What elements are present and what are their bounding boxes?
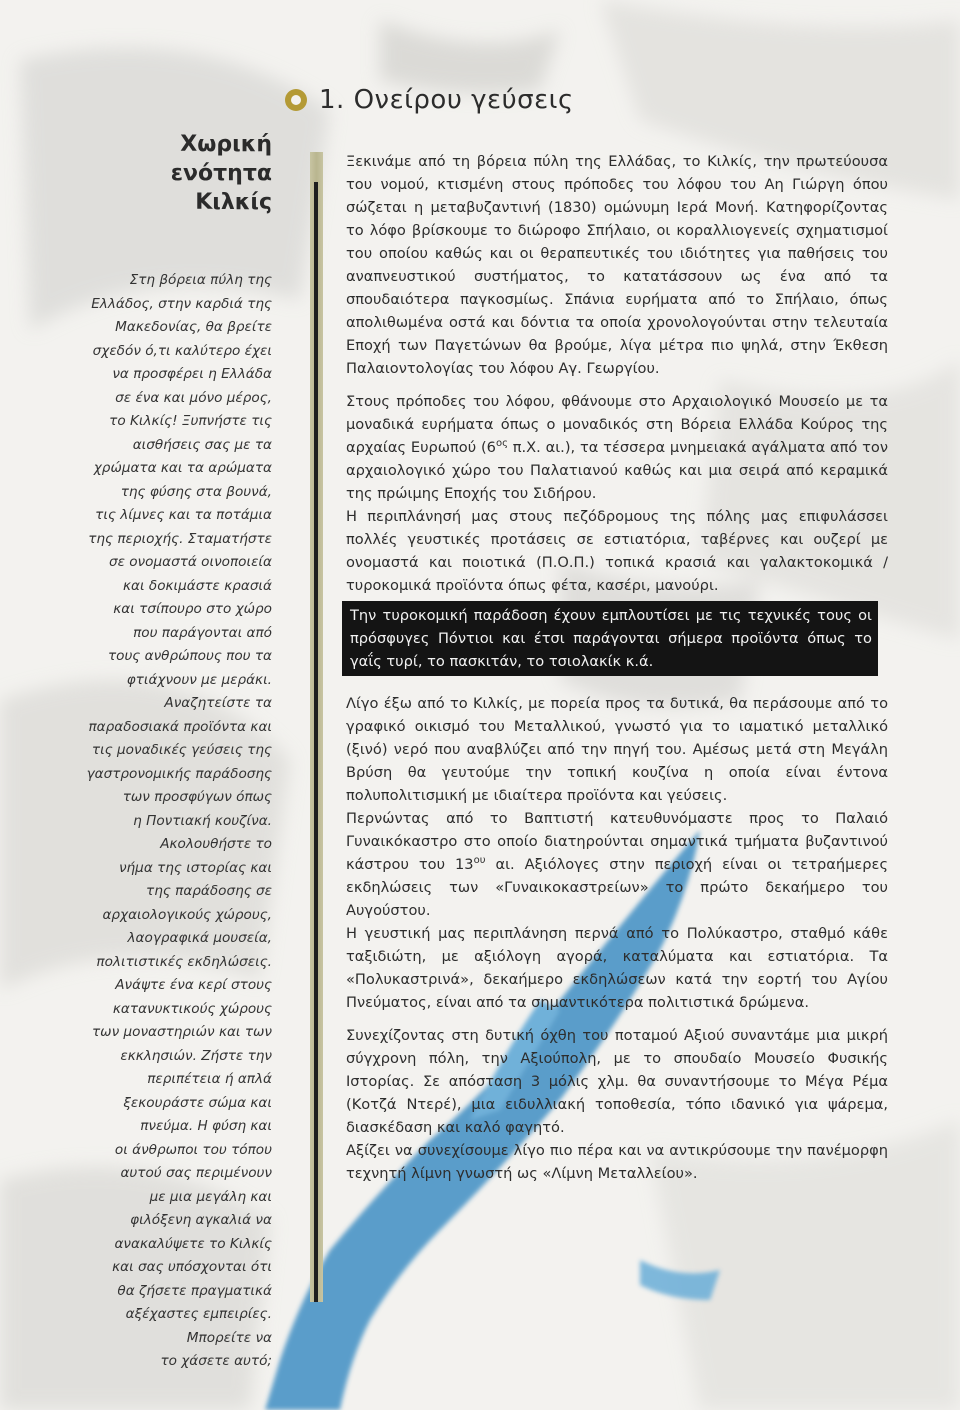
sidebar-line: φιλόξενη αγκαλιά να	[130, 1212, 272, 1228]
sidebar-line: των μοναστηριών και των	[92, 1024, 272, 1040]
sidebar-line: Στη βόρεια πύλη της	[129, 272, 272, 288]
sidebar-intro-text	[62, 269, 272, 1374]
sidebar-line: θα ζήσετε πραγματικά	[117, 1282, 272, 1299]
sidebar-line: Ακολουθήστε το	[160, 836, 272, 852]
paragraph-text: Περνώντας από το Βαπτιστή κατευθυνόμαστε προς το Παλαιό Γυναικόκαστρο στο οποίο διατηρούνται σημαντικά τμήματα βυζαντινού κάστρου του 13	[346, 810, 888, 873]
paragraph-kilkis-intro: Ξεκινάμε από τη βόρεια πύλη της Ελλάδας, το Κιλκίς, την πρωτεύουσα του νομού, κτισμένη στους πρόποδες του λόφου του Αη Γιώργη όπου σώζεται η μεταβυζαντινή (1830) ομώνυμη Ιερά Μονή. Κατηφορίζοντας το λόφο βρίσκουμε το διώροφο Σπήλαιο, οι κοραλλιογενείς σχηματισμοί του οποίου καθώς και οι θεραπευτικές του ιδιότητες για παθήσεις του αναπνευστικού συστήματος, το κατατάσσουν ως ένα από τα σπουδαιότερα παγκοσμίως. Σπάνια ευρήματα από το Σπήλαιο, όπως απολιθωμένα οστά και δόντια τα οποία χρονολογούνται στην τελευταία Εποχή των Παγετώνων θα βρούμε, λίγα μέτρα πιο ψηλά, στην Έκθεση Παλαιοντολογίας του λόφου Αγ. Γεωργίου.	[346, 153, 888, 377]
sidebar-line: περιπέτεια ή απλά	[147, 1071, 272, 1087]
section-title-text: Ονείρου γεύσεις	[353, 85, 574, 115]
sidebar-line: σε ονομαστά οινοποιεία	[108, 554, 272, 570]
sidebar-line: σε ένα και μόνο μέρος,	[115, 389, 272, 406]
highlight-cheese-tradition: Την τυροκομική παράδοση έχουν εμπλουτίσει με τις τεχνικές τους οι πρόσφυγες Πόντιοι και έτσι παράγονται σήμερα προϊόντα όπως το γαΐς τυρί, το πασκιτάν, το τσιολακίκ κ.ά.	[342, 601, 878, 676]
sidebar-line: λαογραφικά μουσεία,	[127, 930, 272, 946]
sidebar-heading	[62, 130, 272, 217]
sidebar-line: ξεκουράστε σώμα και	[123, 1094, 272, 1111]
sidebar-line: με μια μεγάλη και	[149, 1188, 272, 1205]
sidebar-line: φτιάχνουν με μεράκι.	[126, 671, 272, 688]
sidebar-line: πνεύμα. Η φύση και	[140, 1118, 272, 1134]
sidebar-line: Μακεδονίας, θα βρείτε	[115, 319, 272, 335]
sidebar-line: το Κιλκίς! Ξυπνήστε τις	[109, 413, 272, 429]
paragraph-archaeological-museum	[346, 390, 888, 505]
sidebar	[62, 130, 272, 1374]
sidebar-line: ανακαλύψετε το Κιλκίς	[114, 1235, 272, 1252]
sidebar-line: παραδοσιακά προϊόντα και	[88, 718, 272, 735]
sidebar-line: αισθήσεις σας με τα	[132, 436, 272, 453]
sidebar-heading-line: Χωρική	[180, 132, 272, 157]
sidebar-heading-line: Κιλκίς	[195, 190, 272, 215]
paragraph-axioupoli: Συνεχίζοντας στη δυτική όχθη του ποταμού Αξιού συναντάμε μια μικρή σύγχρονη πόλη, την Αξιούπολη, με το σπουδαίο Μουσείο Φυσικής Ιστορίας. Σε απόσταση 3 μόλις χλμ. θα συναντήσουμε το Μέγα Ρέμα (Κοτζά Ντερέ), μια ειδυλλιακή τοποθεσία, τόπο ιδανικό για ψάρεμα, διασκέδαση και καλό φαγητό.	[346, 1027, 888, 1136]
paragraph-pedestrian-streets: Η περιπλάνησή μας στους πεζόδρομους της πόλης μας επιφυλάσσει πολλές γευστικές προτάσεις σε εστιατόρια, ταβέρνες και ουζερί με ονομαστά και ποιοτικά (Π.Ο.Π.) τοπικά κρασιά και γαλακτοκομικά / τυροκομικά προϊόντα όπως φέτα, κασέρι, μανούρι.	[346, 508, 888, 594]
sidebar-line: της παράδοσης σε	[146, 883, 272, 899]
sidebar-line: σχεδόν ό,τι καλύτερο έχει	[92, 342, 272, 359]
sidebar-line: των προσφύγων όπως	[122, 789, 272, 805]
sidebar-line: αρχαιολογικούς χώρους,	[102, 906, 272, 923]
sidebar-line: και σας υπόσχονται ότι	[112, 1259, 272, 1275]
sidebar-line: το χάσετε αυτό;	[160, 1353, 272, 1369]
section-title	[319, 85, 574, 115]
sidebar-line: οι άνθρωποι του τόπου	[114, 1141, 272, 1158]
paragraph-gynaikokastro	[346, 807, 888, 922]
sidebar-line: Ανάψτε ένα κερί στους	[115, 977, 272, 993]
sidebar-line: γαστρονομικής παράδοσης	[86, 765, 272, 782]
superscript: ος	[495, 438, 508, 450]
paragraph-text: αι. Αξιόλογες στην περιοχή είναι οι τετραήμερες εκδηλώσεις των «Γυναικοκαστρείων» το πρώτο δεκαήμερο του Αυγούστου.	[346, 856, 889, 919]
main-article	[346, 150, 888, 1185]
sidebar-line: εκκλησιών. Ζήστε την	[120, 1047, 272, 1064]
sidebar-line: που παράγονται από	[133, 624, 272, 641]
sidebar-line: αυτού σας περιμένουν	[120, 1165, 272, 1181]
paragraph-text: π.Χ. αι.), τα τέσσερα μνημειακά αγάλματα από τον αρχαιολογικό χώρο του Παλατιανού καθώς και μια σειρά από κεραμικά της πρώιμης Εποχής του Σιδήρου.	[346, 439, 888, 502]
sidebar-line: η Ποντιακή κουζίνα.	[133, 812, 272, 829]
sidebar-line: τις λίμνες και τα ποτάμια	[95, 507, 272, 523]
paragraph-text: Στους πρόποδες του λόφου, φθάνουμε στο Αρχαιολογικό Μουσείο με τα μοναδικά ευρήματα όπως ο μοναδικός στη Βόρεια Ελλάδα Κούρος της αρχαίας Ευρωπού (6	[346, 393, 888, 456]
sidebar-line: χρώματα και τα αρώματα	[93, 460, 272, 476]
sidebar-line: νήμα της ιστορίας και	[118, 859, 272, 876]
sidebar-line: Μπορείτε να	[186, 1329, 272, 1346]
sidebar-line: αξέχαστες εμπειρίες.	[125, 1306, 272, 1322]
circle-bullet-icon	[285, 89, 307, 111]
sidebar-line: κατανυκτικούς χώρους	[112, 1000, 272, 1017]
sidebar-line: της περιοχής. Σταματήστε	[88, 530, 272, 547]
paragraph-lake-metalleiou: Αξίζει να συνεχίσουμε λίγο πιο πέρα και να αντικρύσουμε την πανέμορφη τεχνητή λίμνη γνωστή ως «Λίμνη Μεταλλείου».	[346, 1142, 888, 1182]
sidebar-line: πολιτιστικές εκδηλώσεις.	[96, 953, 272, 970]
superscript: ου	[473, 855, 486, 867]
paragraph-polykastro: Η γευστική μας περιπλάνηση περνά από το Πολύκαστρο, σταθμό κάθε ταξιδιώτη, με αξιόλογη αγορά, καταλύματα και εστιατόρια. Τα «Πολυκαστρινά», δεκαήμερο εκδηλώσεων κατά την εορτή του Αγίου Πνεύματος, είναι από τα σημαντικότερα πολιτιστικά δρώμενα.	[346, 925, 888, 1011]
sidebar-line: Αναζητείστε τα	[164, 695, 272, 711]
sidebar-line: να προσφέρει η Ελλάδα	[112, 366, 272, 382]
section-number: 1.	[319, 85, 345, 115]
sidebar-line: της φύσης στα βουνά,	[120, 483, 272, 500]
sidebar-heading-line: ενότητα	[170, 161, 272, 186]
sidebar-line: τις μοναδικές γεύσεις της	[91, 742, 272, 758]
sidebar-line: και δοκιμάστε κρασιά	[123, 577, 272, 594]
sidebar-line: τους ανθρώπους που τα	[107, 648, 272, 664]
section-heading	[285, 80, 574, 120]
sidebar-line: και τσίπουρο στο χώρο	[113, 601, 272, 617]
sidebar-line: Ελλάδος, στην καρδιά της	[91, 295, 272, 312]
vertical-divider	[310, 152, 323, 1302]
paragraph-metalliko: Λίγο έξω από το Κιλκίς, με πορεία προς τα δυτικά, θα περάσουμε από το γραφικό οικισμό του Μεταλλικού, γνωστό για το ιαματικό μεταλλικό (ξινό) νερό που αναβλύζει από την πηγή του. Αμέσως μετά στη Μεγάλη Βρύση θα γευτούμε την τοπική κουζίνα η οποία είναι έντονα πολυπολιτισμική με ιδιαίτερα προϊόντα και γεύσεις.	[346, 695, 888, 804]
